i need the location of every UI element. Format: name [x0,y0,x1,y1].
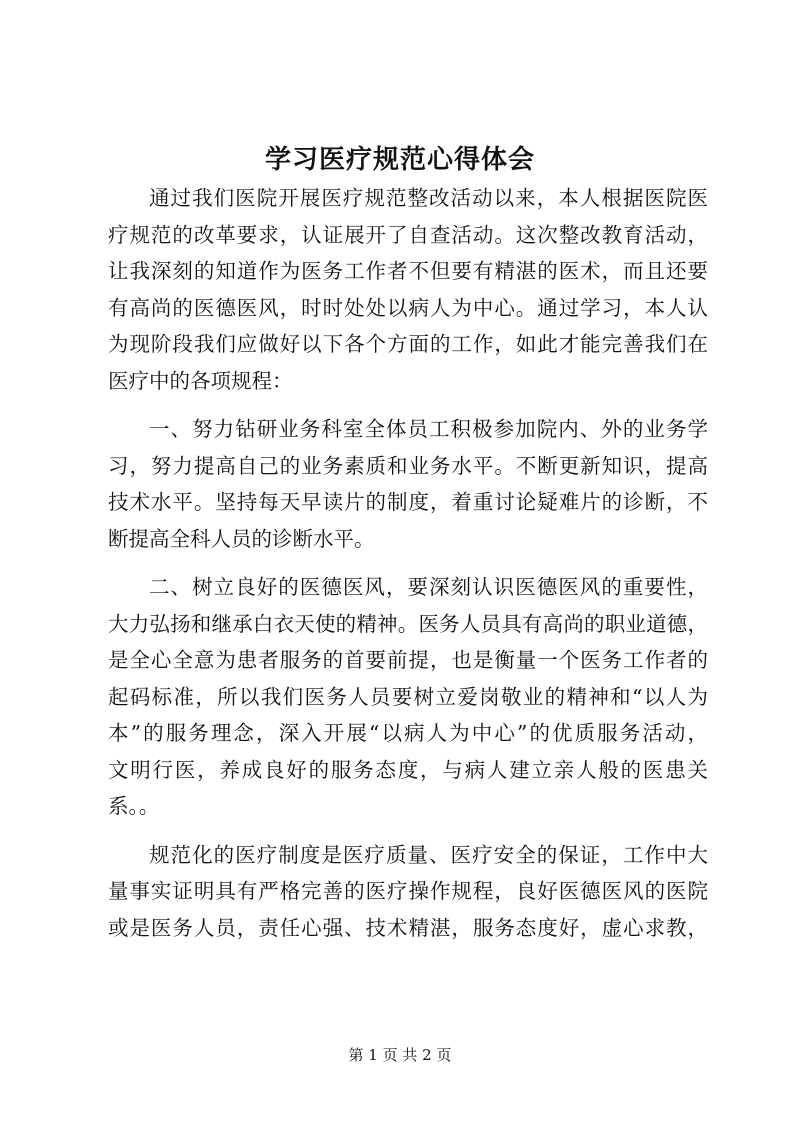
paragraph-line: 一、努力钻研业务科室全体员工积极参加院内、外的业务学 [149,417,708,441]
document-body [108,180,708,958]
paragraph-intro [108,180,708,399]
paragraph-regulation [108,837,708,947]
paragraph-line: 系。。 [108,794,160,818]
page-number-footer: 第 1 页 共 2 页 [348,1046,452,1064]
paragraph-line: 文明行医，养成良好的服务态度，与病人建立亲人般的医患关 [108,757,708,782]
paragraph-line: 规范化的医疗制度是医疗质量、医疗安全的保证，工作中大 [149,842,708,867]
paragraph-line: 断提高全科人员的诊断水平。 [108,526,375,551]
paragraph-line: 大力弘扬和继承白衣天使的精神。医务人员具有高尚的职业道德， [108,611,708,636]
paragraph-line: 疗规范的改革要求，认证展开了自查活动。这次整改教育活动， [108,222,708,247]
paragraph-line: 技术水平。坚持每天早读片的制度，着重讨论疑难片的诊断，不 [108,490,708,514]
paragraph-line: 本”的服务理念，深入开展“以病人为中心”的优质服务活动， [108,721,708,745]
paragraph-section-one [108,411,708,557]
paragraph-section-two [108,569,708,825]
paragraph-line: 量事实证明具有严格完善的医疗操作规程，良好医德医风的医院 [108,879,708,903]
paragraph-line: 通过我们医院开展医疗规范整改活动以来，本人根据医院医 [149,186,708,210]
document-title: 学习医疗规范心得体会 [264,145,535,175]
paragraph-line: 是全心全意为患者服务的首要前提，也是衡量一个医务工作者的 [108,648,708,672]
paragraph-line: 让我深刻的知道作为医务工作者不但要有精湛的医术，而且还要 [108,259,708,283]
paragraph-line: 起码标准，所以我们医务人员要树立爱岗敬业的精神和“以人为 [108,684,708,709]
paragraph-line: 有高尚的医德医风，时时处处以病人为中心。通过学习，本人认 [108,295,708,320]
paragraph-line: 为现阶段我们应做好以下各个方面的工作，如此才能完善我们在 [108,332,708,356]
paragraph-line: 医疗中的各项规程： [108,368,293,393]
paragraph-line: 二、树立良好的医德医风，要深刻认识医德医风的重要性， [149,575,708,599]
paragraph-line: 或是医务人员，责任心强、技术精湛，服务态度好，虚心求教， [108,915,708,940]
paragraph-line: 习，努力提高自己的业务素质和业务水平。不断更新知识，提高 [108,453,708,478]
